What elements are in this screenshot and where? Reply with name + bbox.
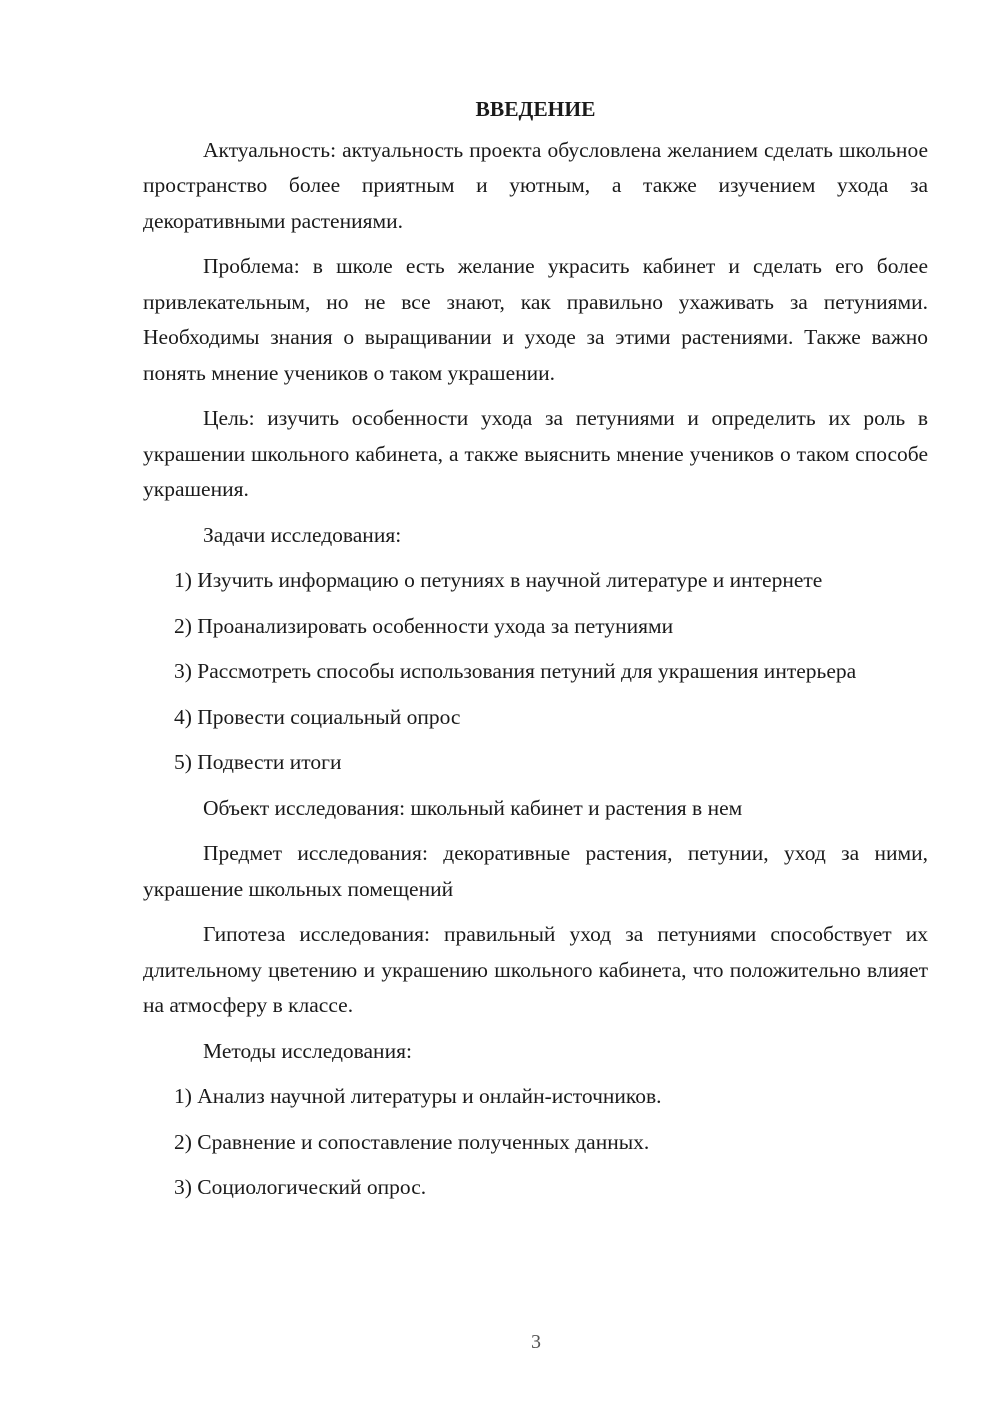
task-item-1: 1) Изучить информацию о петуниях в научной литературе и интернете — [174, 568, 823, 592]
page-number: 3 — [531, 1331, 541, 1353]
hypothesis-paragraph: Гипотеза исследования: правильный уход за петуниями способствует их длительному цветению и украшению школьного кабинета, что положительно влияет на атмосферу в классе. — [143, 922, 928, 1017]
relevance-paragraph: Актуальность: актуальность проекта обусловлена желанием сделать школьное пространство более приятным и уютным, а также изучением ухода за декоративными растениями. — [143, 137, 928, 233]
task-item-3: 3) Рассмотреть способы использования петуний для украшения интерьера — [174, 659, 857, 683]
task-item-4: 4) Провести социальный опрос — [174, 704, 461, 729]
method-item-2: 2) Сравнение и сопоставление полученных данных. — [174, 1129, 650, 1154]
method-item-1: 1) Анализ научной литературы и онлайн-источников. — [174, 1084, 662, 1108]
goal-paragraph: Цель: изучить особенности ухода за петуниями и определить их роль в украшении школьного кабинета, а также выяснить мнение учеников о таком способе украшения. — [143, 406, 928, 501]
subject-paragraph: Предмет исследования: декоративные растения, петунии, уход за ними, украшение школьных помещений — [143, 841, 928, 901]
problem-paragraph: Проблема: в школе есть желание украсить кабинет и сделать его более привлекательным, но не все знают, как правильно ухаживать за петуниями. Необходимы знания о выращивании и уходе за этими растениями. Также важно понять мнение учеников о таком украшении. — [143, 254, 928, 385]
tasks-title: Задачи исследования: — [203, 522, 402, 547]
object-paragraph: Объект исследования: школьный кабинет и растения в нем — [203, 795, 743, 820]
section-heading: ВВЕДЕНИЕ — [475, 97, 596, 121]
task-item-2: 2) Проанализировать особенности ухода за петуниями — [174, 613, 674, 638]
document-page — [143, 92, 928, 1216]
methods-title: Методы исследования: — [203, 1038, 412, 1063]
task-item-5: 5) Подвести итоги — [174, 750, 342, 774]
method-item-3: 3) Социологический опрос. — [174, 1175, 427, 1199]
